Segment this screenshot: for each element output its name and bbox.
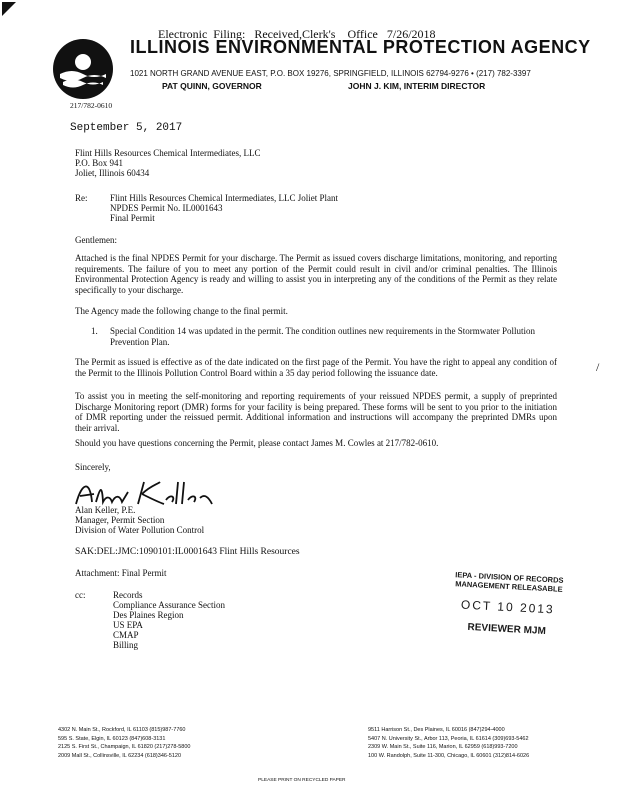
paragraph-permit-intro: Attached is the final NPDES Permit for your discharge. The Permit as issued covers discharge limitations, monitoring, and reporting requirements. The failure of you to meet any portion of the Permit could result in civil and/or criminal penalties. The Illinois Environmental Protection Agency is ready and willing to assist you in interpreting any of the conditions of the Permit as they relate specifically to your discharge. xyxy=(75,253,557,295)
recycled-paper-note: PLEASE PRINT ON RECYCLED PAPER xyxy=(258,778,346,783)
governor-name: PAT QUINN, GOVERNOR xyxy=(162,81,262,91)
signer-block xyxy=(75,505,204,535)
re-subject xyxy=(110,193,338,223)
reference-line: SAK:DEL:JMC:1090101:IL0001643 Flint Hills Resources xyxy=(75,547,300,557)
paragraph-change-intro: The Agency made the following change to the final permit. xyxy=(75,306,288,316)
cc-item: CMAP xyxy=(113,630,139,640)
footer-office: 595 S. State, Elgin, IL 60123 (847)608-3131 xyxy=(58,735,166,742)
signer-line: Division of Water Pollution Control xyxy=(75,525,205,535)
paragraph-dmr: To assist you in meeting the self-monitoring and reporting requirements of your reissued NPDES permit, a supply of preprinted Discharge Monitoring report (DMR) forms for your facility is being prepared. These forms will be sent to you prior to the initiation of DMR reporting under the reissued permit. Additional information and instructions will accompany the preprinted DMRs upon their arrival. xyxy=(75,391,557,433)
cc-item: Compliance Assurance Section xyxy=(113,600,225,610)
signer-line: Manager, Permit Section xyxy=(75,515,165,525)
cc-item: Records xyxy=(113,590,143,600)
closing: Sincerely, xyxy=(75,462,111,472)
director-name: JOHN J. KIM, INTERIM DIRECTOR xyxy=(348,81,486,91)
signer-line: Alan Keller, P.E. xyxy=(75,505,136,515)
stamp-title: IEPA - DIVISION OF RECORDS MANAGEMENT RELEASABLE xyxy=(454,570,564,594)
records-stamp xyxy=(436,569,579,638)
footer-office: 2125 S. First St., Champaign, IL 61820 (217)278-5800 xyxy=(58,744,191,750)
re-line: Final Permit xyxy=(110,213,155,223)
salutation: Gentlemen: xyxy=(75,235,117,245)
agency-address: 1021 NORTH GRAND AVENUE EAST, P.O. BOX 19276, SPRINGFIELD, ILLINOIS 62794-9276 • (217) 782-3397 xyxy=(130,69,531,78)
footer-office: 2009 Mall St., Collinsville, IL 62234 (618)346-5120 xyxy=(58,752,182,759)
handwritten-signature xyxy=(72,478,222,508)
list-item-number: 1. xyxy=(91,326,98,336)
agency-name: ILLINOIS ENVIRONMENTAL PROTECTION AGENCY xyxy=(130,37,591,57)
recipient-line: P.O. Box 941 xyxy=(75,158,124,168)
footer-office: 5407 N. University St., Arbor 113, Peoria, IL 61614 (309)693-5462 xyxy=(368,735,529,742)
cc-label: cc: xyxy=(75,590,86,600)
corner-arrow-icon xyxy=(0,0,20,20)
recipient-address xyxy=(75,148,260,178)
recipient-line: Flint Hills Resources Chemical Intermediates, LLC xyxy=(75,148,261,158)
cc-item: Des Plaines Region xyxy=(113,610,184,620)
filing-header: Electronic Filing: Received,Clerk's Office 7/26/2018 xyxy=(158,27,436,41)
cc-item: Billing xyxy=(113,640,139,650)
stamp-date: OCT 10 2013 xyxy=(460,597,556,617)
footer-office: 4302 N. Main St., Rockford, IL 61103 (815)987-7760 xyxy=(58,727,186,733)
footer-office: 100 W. Randolph, Suite 11-300, Chicago, IL 60601 (312)814-6026 xyxy=(368,752,530,759)
cc-item: US EPA xyxy=(113,620,143,630)
stamp-reviewer: REVIEWER MJM xyxy=(467,621,547,638)
footer-offices-left xyxy=(58,726,191,760)
list-item-text: Special Condition 14 was updated in the permit. The condition outlines new requirements in the Stormwater Pollution Prevention Plan. xyxy=(110,326,536,347)
margin-mark: / xyxy=(596,360,600,374)
paragraph-contact: Should you have questions concerning the Permit, please contact James M. Cowles at 217/782-0610. xyxy=(75,438,439,448)
recipient-line: Joliet, Illinois 60434 xyxy=(75,168,150,178)
re-line: NPDES Permit No. IL0001643 xyxy=(110,203,223,213)
footer-office: 2309 W. Main St., Suite 116, Marion, IL 62959 (618)993-7200 xyxy=(368,744,518,750)
letter-date: September 5, 2017 xyxy=(70,122,183,134)
footer-offices-right xyxy=(368,726,529,760)
illinois-epa-logo-icon xyxy=(52,38,114,100)
cc-list xyxy=(113,590,225,650)
attachment-line: Attachment: Final Permit xyxy=(75,568,167,578)
footer-office: 9511 Harrison St., Des Plaines, IL 60016 (847)294-4000 xyxy=(368,727,505,733)
reference-number: 217/782-0610 xyxy=(70,101,113,110)
re-line: Flint Hills Resources Chemical Intermediates, LLC Joliet Plant xyxy=(110,193,338,203)
re-label: Re: xyxy=(75,193,88,203)
paragraph-appeal: The Permit as issued is effective as of the date indicated on the first page of the Permit. You have the right to appeal any condition of the Permit to the Illinois Pollution Control Board within a 35 day period following the issuance date. xyxy=(75,357,557,378)
